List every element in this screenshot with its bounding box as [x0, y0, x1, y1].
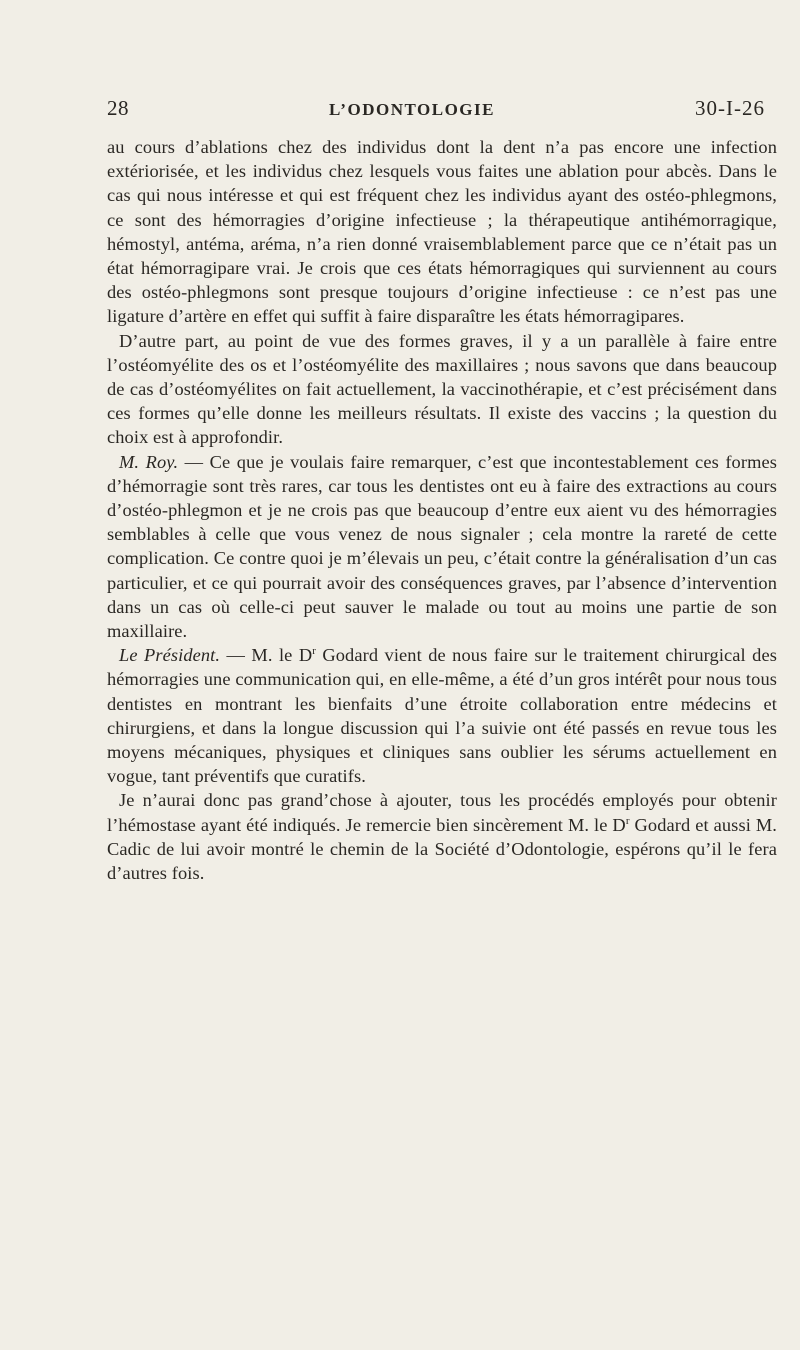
- paragraph-5-text-b: Godard et aussi M. Cadic de lui avoir montré le chemin de la Société d’Odontologie, espérons qu’il le fera d’autres fois.: [107, 814, 777, 884]
- running-head: [107, 96, 765, 121]
- speaker-roy: M. Roy.: [119, 451, 179, 472]
- paragraph-1: au cours d’ablations chez des individus dont la dent n’a pas encore une infection extériorisée, et les individus chez lesquels vous faites une ablation pour abcès. Dans le cas qui nous intéresse et qui est fréquent chez les individus ayant des ostéo-phlegmons, ce sont des hémorragies d’origine infectieuse ; la thérapeutique antihémorragique, hémostyl, antéma, aréma, n’a rien donné vraisemblablement parce que ce n’était pas un état hémorragipare vrai. Je crois que ces états hémorragiques qui surviennent au cours des ostéo-phlegmons sont presque toujours d’origine infectieuse : ce n’est pas une ligature d’artère en effet qui suffit à faire disparaître les états hémorragipares.: [107, 137, 777, 327]
- paragraph-2: D’autre part, au point de vue des formes graves, il y a un parallèle à faire entre l’ostéomyélite des os et l’ostéomyélite des maxillaires ; nous savons que dans beaucoup de cas d’ostéomyélites on fait actuellement, la vaccinothérapie, et c’est précisément dans ces formes qu’elle donne les meilleurs résultats. Il existe des vaccins ; la question du choix est à approfondir.: [107, 330, 777, 448]
- paragraph-4: [107, 643, 777, 788]
- paragraph-3: [107, 450, 777, 644]
- issue-date: 30-I-26: [695, 96, 765, 120]
- paragraph-4-text-a: — M. le D: [220, 645, 313, 666]
- paragraph-3-text: — Ce que je voulais faire remarquer, c’est que incontestablement ces formes d’hémorragie sont très rares, car tous les dentistes ont eu à faire des extractions au cours d’ostéo-phlegmon et je ne crois pas que beaucoup d’entre eux aient vu des hémorragies semblables à celle que vous venez de nous signaler ; cela montre la rareté de cette complication. Ce contre quoi je m’élevais un peu, c’était contre la généralisation d’un cas particulier, et ce qui pourrait avoir des conséquences graves, par l’absence d’intervention dans un cas où celle-ci peut sauver le malade ou tout au moins une partie de son maxillaire.: [107, 451, 777, 642]
- article-body: [107, 135, 777, 885]
- paragraph-4-text-b: Godard vient de nous faire sur le traitement chirurgical des hémorragies une communication qui, en elle-même, a été d’un gros intérêt pour nous tous dentistes en montrant les bienfaits d’une étroite collaboration entre médecins et chirurgiens, et dans la longue discussion qui l’a suivie ont été passés en revue tous les moyens mécaniques, physiques et cliniques sans oublier les sérums actuellement en vogue, tant préventifs que curatifs.: [107, 645, 777, 787]
- speaker-president: Le Président.: [119, 645, 221, 666]
- paragraph-5: [107, 788, 777, 885]
- journal-title: L’ODONTOLOGIE: [329, 100, 495, 119]
- doctor-superscript: r: [312, 645, 316, 658]
- doctor-superscript: r: [625, 814, 630, 827]
- page-number: 28: [107, 96, 129, 120]
- paragraph-5-text-a: Je n’aurai donc pas grand’chose à ajouter, tous les procédés employés pour obtenir l’hémostase ayant été indiqués. Je remercie bien sincèrement M. le D: [107, 790, 777, 835]
